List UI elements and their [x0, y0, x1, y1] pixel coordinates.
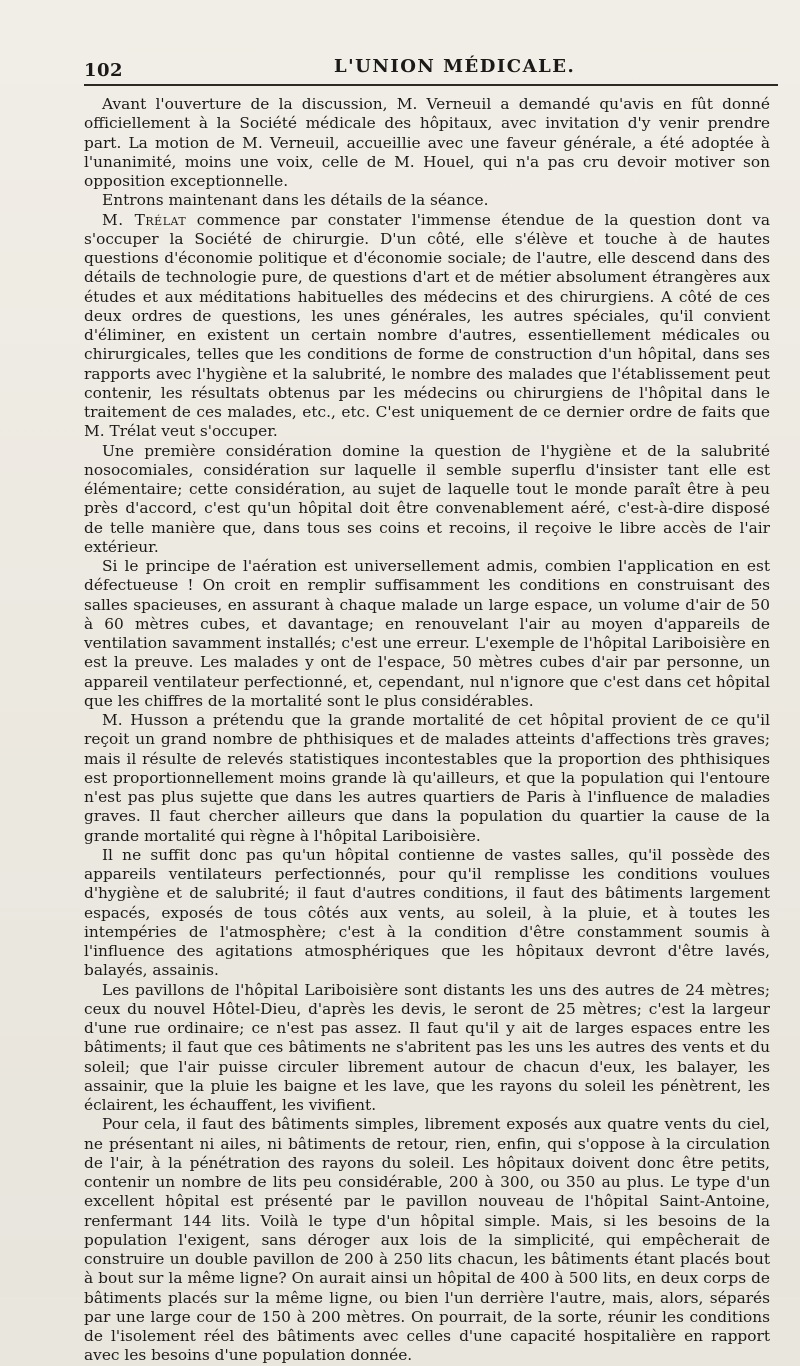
paragraph-text: commence par constater l'immense étendue de la question dont va s'occuper la Société de chirurgie. D'un côté, elle s'élève et touche à de hautes questions d'économie politique et d'économie sociale; de l'autre, elle descend dans des détails de technologie pure, de questions d'art et de métier absolument étrangères aux études et aux méditations habituelles des médecins et des chirurgiens. A côté de ces deux ordres de questions, les unes générales, les autres spéciales, qu'il convient d'éliminer, en existent un certain nombre d'autres, essentiellement médicales ou chirurgicales, telles que les conditions de forme de construction d'un hôpital, dans ses rapports avec l'hygiène et la salubrité, le nombre des malades que l'établissement peut contenir, les résultats obtenus par les médecins ou chirurgiens de l'hôpital dans le traitement de ces malades, etc., etc. C'est uniquement de ce dernier ordre de faits que M. Trélat veut s'occuper. — [84, 210, 770, 441]
paragraph-text: Il ne suffit donc pas qu'un hôpital contienne de vastes salles, qu'il possède des appareils ventilateurs perfectionnés, pour qu'il remplisse les conditions voulues d'hygiène et de salubrité; il faut d'autres conditions, il faut des bâtiments largement espacés, exposés de tous côtés aux vents, au soleil, à la pluie, et à toutes les intempéries de l'atmosphère; c'est à la condition d'être constamment soumis à l'influence des agitations atmosphériques que les hôpitaux devront d'être lavés, balayés, assainis. — [84, 845, 770, 980]
page-number: 102 — [84, 60, 124, 81]
paragraph-8 — [84, 981, 770, 1116]
article-body — [84, 95, 770, 1366]
paragraph-3 — [84, 211, 770, 442]
paragraph-5 — [84, 557, 770, 711]
paragraph-text: Avant l'ouverture de la discussion, M. Verneuil a demandé qu'avis en fût donné officiellement à la Société médicale des hôpitaux, avec invitation d'y venir prendre part. La motion de M. Verneuil, accueillie avec une faveur générale, a été adoptée à l'unanimité, moins une voix, celle de M. Houel, qui n'a pas cru devoir motiver son opposition exceptionnelle. — [84, 95, 770, 190]
paragraph-text: M. Husson a prétendu que la grande mortalité de cet hôpital provient de ce qu'il reçoit un grand nombre de phthisiques et de malades atteints d'affections très graves; mais il résulte de relevés statistiques incontestables que la proportion des phthisiques est proportionnellement moins grande là qu'ailleurs, et que la population qui l'entoure n'est pas plus sujette que dans les autres quartiers de Paris à l'influence de maladies graves. Il faut chercher ailleurs que dans la population du quartier la cause de la grande mortalité qui règne à l'hôpital Lariboisière. — [84, 711, 770, 845]
paragraph-text: Si le principe de l'aération est universellement admis, combien l'application en est défectueuse ! On croit en remplir suffisamment les conditions en construisant des salles spacieuses, en assurant à chaque malade un large espace, un volume d'air de 50 à 60 mètres cubes, et davantage; en renouvelant l'air au moyen d'appareils de ventilation savamment installés; c'est une erreur. L'exemple de l'hôpital Lariboisière en est la preuve. Les malades y ont de l'espace, 50 mètres cubes d'air par personne, un appareil ventilateur perfectionné, et, cependant, nul n'ignore que c'est dans cet hôpital que les chiffres de la mortalité sont le plus considérables. — [84, 557, 770, 710]
speaker-name: M. Trélat — [102, 210, 187, 229]
running-title: L'UNION MÉDICALE. — [334, 56, 576, 77]
paragraph-text: Pour cela, il faut des bâtiments simples, librement exposés aux quatre vents du ciel, ne présentant ni ailes, ni bâtiments de retour, rien, enfin, qui s'oppose à la circulation de l'air, à la pénétration des rayons du soleil. Les hôpitaux doivent donc être petits, contenir un nombre de lits peu considérable, 200 à 300, ou 350 au plus. Le type d'un excellent hôpital est présenté par le pavillon nouveau de l'hôpital Saint-Antoine, renfermant 144 lits. Voilà le type d'un hôpital simple. Mais, si les besoins de la population l'exigent, sans déroger aux lois de la simplicité, qui empêcherait de construire un double pavillon de 200 à 250 lits chacun, les bâtiments étant placés bout à bout sur la même ligne? On aurait ainsi un hôpital de 400 à 500 lits, en deux corps de bâtiments placés sur la même ligne, ou bien l'un derrière l'autre, mais, alors, séparés par une large cour de 150 à 200 mètres. On pourrait, de la sorte, réunir les conditions de l'isolement réel des bâtiments avec celles d'une capacité hospitalière en rapport avec les besoins d'une population donnée. — [84, 1115, 770, 1365]
paragraph-text: Les pavillons de l'hôpital Lariboisière sont distants les uns des autres de 24 mètres; ceux du nouvel Hôtel-Dieu, d'après les devis, le seront de 25 mètres; c'est la largeur d'une rue ordinaire; ce n'est pas assez. Il faut qu'il y ait de larges espaces entre les bâtiments; il faut que ces bâtiments ne s'abritent pas les uns les autres des vents et du soleil; que l'air puisse circuler librement autour de chacun d'eux, les balayer, les assainir, que la pluie les baigne et les lave, que les rayons du soleil les pénètrent, les éclairent, les échauffent, les vivifient. — [84, 980, 770, 1114]
paragraph-9 — [84, 1115, 770, 1365]
paragraph-2 — [84, 191, 770, 210]
paragraph-1 — [84, 95, 770, 191]
paragraph-6 — [84, 711, 770, 846]
page-header — [84, 52, 776, 82]
paragraph-text: Une première considération domine la question de l'hygiène et de la salubrité nosocomiales, considération sur laquelle il semble superflu d'insister tant elle est élémentaire; cette considération, au sujet de laquelle tout le monde paraît être à peu près d'accord, c'est qu'un hôpital doit être convenablement aéré, c'est-à-dire disposé de telle manière que, dans tous ses coins et recoins, il reçoive le libre accès de l'air extérieur. — [84, 441, 770, 556]
paragraph-4 — [84, 442, 770, 558]
paragraph-text: Entrons maintenant dans les détails de la séance. — [102, 191, 489, 210]
paragraph-7 — [84, 846, 770, 981]
header-rule — [84, 84, 778, 86]
